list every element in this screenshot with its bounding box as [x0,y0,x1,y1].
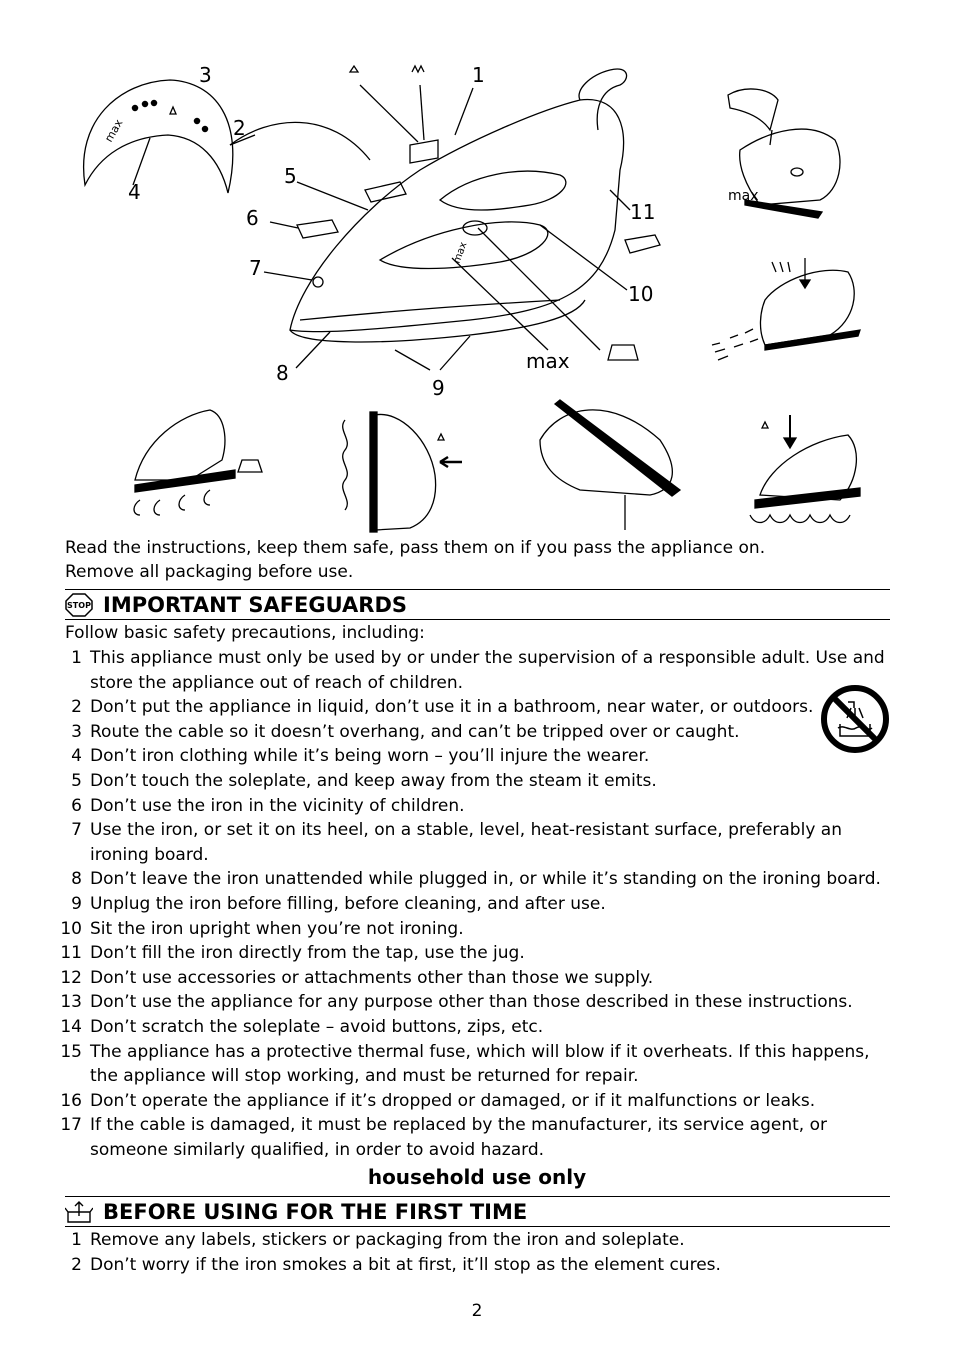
intro-line-1: Read the instructions, keep them safe, pass them on if you pass the appliance on. [65,538,766,558]
list-item [55,990,895,1015]
list-item [55,966,895,991]
list-item-line: store the appliance out of reach of children. [90,672,464,693]
list-item [55,695,895,720]
iron-diagram [0,0,954,540]
household-use-only: household use only [367,1165,587,1189]
list-item [55,1040,895,1089]
callout-6: 6 [246,206,259,230]
list-item [55,1015,895,1040]
list-item-number: 4 [71,746,82,767]
list-item-number: 11 [60,943,82,964]
list-item [55,941,895,966]
list-item-line: ironing board. [90,844,209,865]
list-item-number: 7 [71,820,82,841]
list-item-number: 14 [60,1016,82,1037]
list-item-line: Don’t scratch the soleplate – avoid buttons, zips, etc. [90,1016,544,1037]
dial-max-label: max [102,117,126,145]
list-item-line: This appliance must only be used by or under the supervision of a responsible adult. Use and [90,648,885,668]
list-item [55,892,895,917]
page-number: 2 [471,1301,483,1321]
list-item-line: Sit the iron upright when you’re not ironing. [90,918,464,939]
callout-7: 7 [249,256,262,280]
list-item-number: 5 [71,770,82,791]
list-item-line: Use the iron, or set it on its heel, on a stable, level, heat-resistant surface, preferably an [90,820,842,841]
list-item-line: If the cable is damaged, it must be replaced by the manufacturer, its service agent, or [90,1115,827,1136]
list-item-line: the appliance will stop working, and must be returned for repair. [90,1066,639,1087]
list-item-number: 13 [60,992,82,1013]
list-item-number: 10 [60,918,82,939]
list-item-line: Don’t iron clothing while it’s being worn – you’ll injure the wearer. [90,746,650,767]
list-item-number: 6 [71,795,82,816]
callout-numbers [128,63,655,400]
first-time-heading-bar [65,1196,890,1227]
list-item-line: Don’t use the iron in the vicinity of children. [90,795,465,816]
list-item-line: Unplug the iron before filling, before cleaning, and after use. [90,893,606,914]
list-item-number: 17 [60,1115,82,1136]
list-item [55,1113,895,1162]
list-item-line: Don’t touch the soleplate, and keep away from the steam it emits. [90,770,657,791]
callout-4: 4 [128,180,141,204]
unpack-box-icon [65,1200,93,1224]
list-item [55,917,895,942]
list-item [55,818,895,867]
list-item-line: Don’t operate the appliance if it’s dropped or damaged, or if it malfunctions or leaks. [90,1090,816,1111]
list-item-number: 15 [60,1041,82,1062]
list-item [55,720,895,745]
main-iron [264,66,660,370]
safeguards-list [55,646,895,1162]
iron-max-label: max [451,240,470,265]
fill-iron-illustration [728,89,840,218]
soleplate-temp-icon [608,345,638,360]
callout-1: 1 [472,63,485,87]
list-item [55,744,895,769]
list-item-number: 3 [71,721,82,742]
shot-steam-illustration [750,415,860,523]
callout-5: 5 [284,164,297,188]
callout-8: 8 [276,361,289,385]
first-time-title: BEFORE USING FOR THE FIRST TIME [103,1200,528,1224]
list-item [55,1253,895,1278]
intro-line-2: Remove all packaging before use. [65,562,354,582]
first-time-list [55,1228,895,1277]
list-item-number: 2 [71,697,82,718]
list-item-number: 2 [71,1254,82,1275]
list-item [55,769,895,794]
callout-10: 10 [628,282,654,306]
list-item-number: 12 [60,967,82,988]
safeguards-title: IMPORTANT SAFEGUARDS [103,593,408,617]
list-item-line: Don’t worry if the iron smokes a bit at first, it’ll stop as the element cures. [90,1254,721,1275]
stop-icon [65,593,93,617]
steam-iron-illustration [134,410,262,515]
list-item-number: 16 [60,1090,82,1111]
list-item [55,867,895,892]
list-item-number: 1 [71,1230,82,1250]
self-clean-illustration [540,400,680,530]
list-item-number: 9 [71,893,82,914]
callout-11: 11 [630,200,656,224]
list-item-line: Don’t use the appliance for any purpose other than those described in these instructions. [90,992,853,1013]
stop-icon-text: STOP [67,601,91,610]
list-item-number: 1 [71,648,82,668]
list-item-line: Don’t leave the iron unattended while plugged in, or while it’s standing on the ironing board. [90,869,881,890]
vertical-steam-illustration [343,412,462,532]
temperature-dial [84,80,370,193]
list-item-line: Don’t use accessories or attachments other than those we supply. [90,967,654,988]
list-item-line: Route the cable so it doesn’t overhang, and can’t be tripped over or caught. [90,721,740,742]
spray-iron-illustration [712,258,860,360]
list-item-number: 8 [71,869,82,890]
callout-2: 2 [233,116,246,140]
no-bathroom-icon [820,684,890,754]
list-item [55,1228,895,1253]
list-item [55,646,895,695]
list-item-line: someone similarly qualified, in order to avoid hazard. [90,1139,545,1160]
fill-max-label: max [728,188,759,204]
list-item [55,1089,895,1114]
list-item-line: Don’t fill the iron directly from the tap, use the jug. [90,943,525,964]
callout-3: 3 [199,63,212,87]
list-item-line: Remove any labels, stickers or packaging from the iron and soleplate. [90,1230,685,1250]
list-item-line: Don’t put the appliance in liquid, don’t use it in a bathroom, near water, or outdoors. [90,697,814,718]
max-label: max [526,349,570,373]
callout-9: 9 [432,376,445,400]
safeguards-heading-bar [65,589,890,620]
safeguards-lead: Follow basic safety precautions, including: [65,623,425,643]
list-item [55,794,895,819]
list-item-line: The appliance has a protective thermal fuse, which will blow if it overheats. If this happens, [90,1041,870,1062]
